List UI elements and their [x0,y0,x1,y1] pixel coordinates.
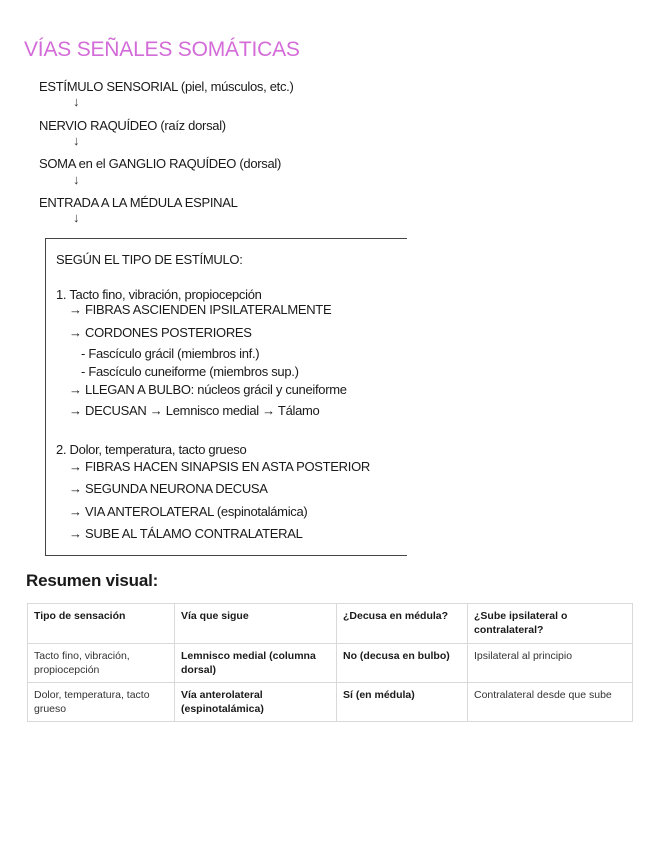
path2-item: → VIA ANTEROLATERAL (espinotalámica) [69,504,308,519]
table-cell: Lemnisco medial (columna dorsal) [175,644,337,683]
stimulus-box-heading: SEGÚN EL TIPO DE ESTÍMULO: [56,252,243,267]
path1-title: 1. Tacto fino, vibración, propiocepción [56,287,262,302]
table-header-row [28,604,633,644]
path2-item: → FIBRAS HACEN SINAPSIS EN ASTA POSTERIOR [69,459,370,474]
path1-item: → DECUSAN → Lemnisco medial → Tálamo [69,403,320,418]
table-cell: Tacto fino, vibración, propiocepción [28,644,175,683]
path1-item: → LLEGAN A BULBO: núcleos grácil y cuneiforme [69,382,347,397]
path2-item: → SUBE AL TÁLAMO CONTRALATERAL [69,526,303,541]
flow-step-ganglion: SOMA en el GANGLIO RAQUÍDEO (dorsal) [39,156,282,171]
flow-step-stimulus: ESTÍMULO SENSORIAL (piel, músculos, etc.) [39,79,294,94]
summary-table [27,603,633,722]
path1-subitem: - Fascículo grácil (miembros inf.) [81,346,260,361]
flow-arrow: ↓ [73,210,80,225]
table-cell: Dolor, temperatura, tacto grueso [28,683,175,722]
table-cell: Sí (en médula) [337,683,468,722]
table-cell: No (decusa en bulbo) [337,644,468,683]
path2-item: → SEGUNDA NEURONA DECUSA [69,481,268,496]
table-cell: Contralateral desde que sube [468,683,633,722]
summary-title: Resumen visual: [26,571,159,590]
path1-item: → CORDONES POSTERIORES [69,325,252,340]
flow-step-spinal-nerve: NERVIO RAQUÍDEO (raíz dorsal) [39,118,226,133]
path1-item: → FIBRAS ASCIENDEN IPSILATERALMENTE [69,302,332,317]
page-title: VÍAS SEÑALES SOMÁTICAS [24,38,300,61]
table-header: ¿Sube ipsilateral o contralateral? [468,604,633,644]
path1-subitem: - Fascículo cuneiforme (miembros sup.) [81,364,299,379]
table-row [28,644,633,683]
flow-step-spinal-cord-entry: ENTRADA A LA MÉDULA ESPINAL [39,195,238,210]
table-row [28,683,633,722]
table-cell: Vía anterolateral (espinotalámica) [175,683,337,722]
flow-arrow: ↓ [73,172,80,187]
table-header: Tipo de sensación [28,604,175,644]
flow-arrow: ↓ [73,133,80,148]
table-cell: Ipsilateral al principio [468,644,633,683]
path2-title: 2. Dolor, temperatura, tacto grueso [56,442,247,457]
table-header: Vía que sigue [175,604,337,644]
table-header: ¿Decusa en médula? [337,604,468,644]
flow-arrow: ↓ [73,94,80,109]
